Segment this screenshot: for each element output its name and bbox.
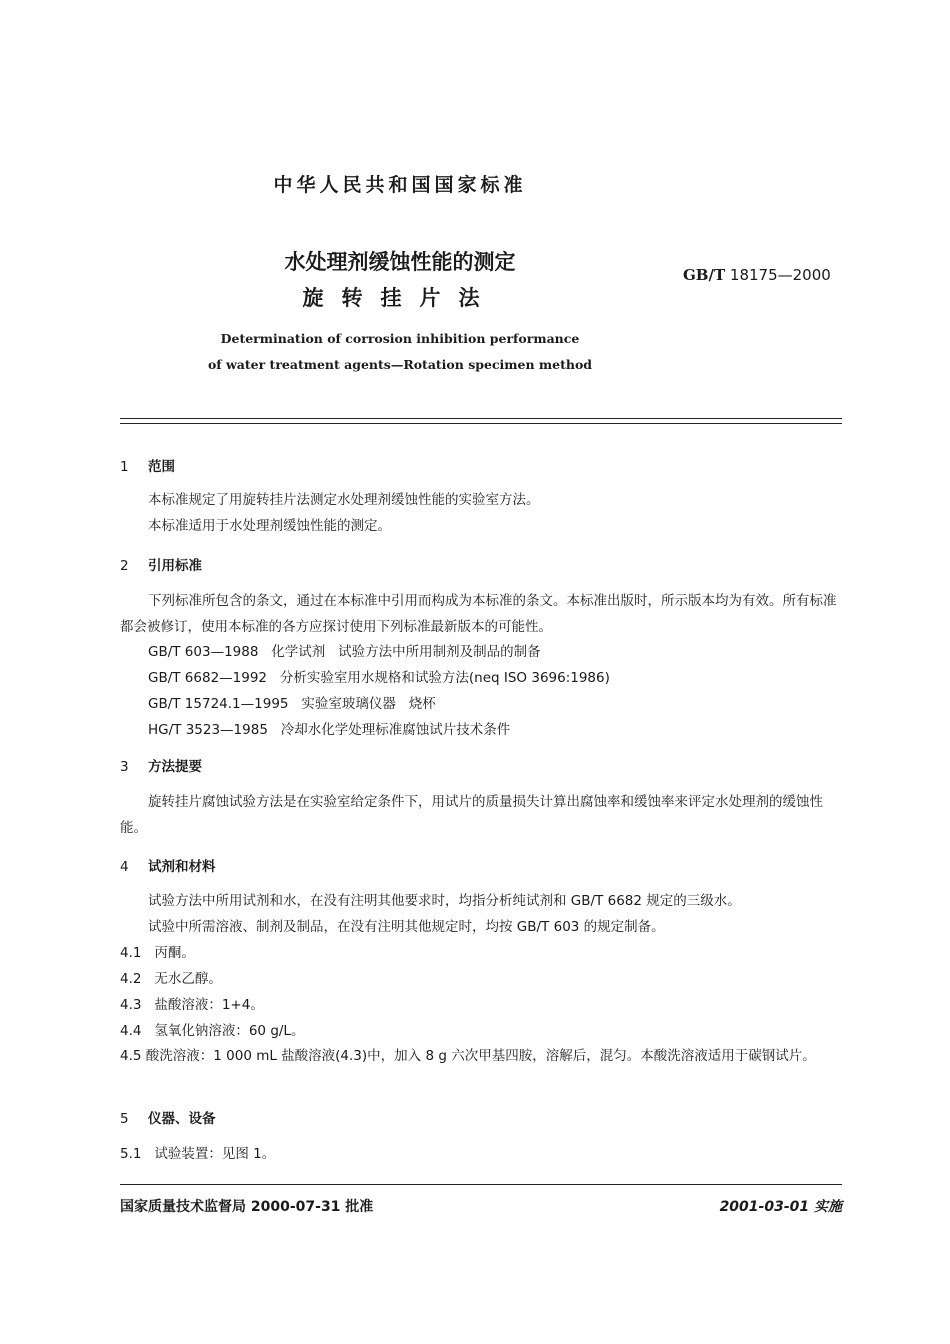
english-title-line1: Determination of corrosion inhibition performance xyxy=(220,331,580,346)
section-3-heading xyxy=(120,755,202,775)
document-title-line1: 水处理剂缓蚀性能的测定 xyxy=(284,250,516,274)
section-5-title: 仪器、设备 xyxy=(148,1111,216,1127)
section-3-paragraph-1: 旋转挂片腐蚀试验方法是在实验室给定条件下，用试片的质量损失计算出腐蚀率和缓蚀率来评定水处理剂的缓蚀性能。 xyxy=(120,794,823,836)
section-1-number: 1 xyxy=(120,459,129,475)
reference-item: HG/T 3523—1985 冷却水化学处理标准腐蚀试片技术条件 xyxy=(148,722,511,738)
standard-code-prefix: GB/T xyxy=(683,266,726,284)
clause-item: 4.1 丙酮。 xyxy=(120,945,195,961)
section-5-heading xyxy=(120,1107,216,1127)
clause-item-4-5: 4.5 酸洗溶液：1 000 mL 盐酸溶液(4.3)中，加入 8 g 六次甲基四胺，溶解后，混匀。本酸洗溶液适用于碳钢试片。 xyxy=(120,1048,816,1064)
section-1-title: 范围 xyxy=(148,459,175,475)
clause-item-5-1: 5.1 试验装置：见图 1。 xyxy=(120,1146,276,1162)
document-title-line2: 旋转挂片法 xyxy=(302,286,498,310)
standard-code-number: 18175—2000 xyxy=(729,266,831,284)
section-2-title: 引用标准 xyxy=(148,558,202,574)
approval-note: 国家质量技术监督局 2000-07-31 批准 xyxy=(120,1199,374,1215)
clause-item: 4.2 无水乙醇。 xyxy=(120,971,222,987)
english-title-line2: of water treatment agents—Rotation specimen method xyxy=(207,357,593,372)
reference-item: GB/T 603—1988 化学试剂 试验方法中所用制剂及制品的制备 xyxy=(148,644,541,660)
section-4-heading xyxy=(120,855,216,875)
clause-item: 4.4 氢氧化钠溶液：60 g/L。 xyxy=(120,1023,305,1039)
section-4-paragraph-1: 试验方法中所用试剂和水，在没有注明其他要求时，均指分析纯试剂和 GB/T 6682 规定的三级水。 xyxy=(148,893,741,909)
section-5-number: 5 xyxy=(120,1111,129,1127)
section-2-paragraph-1: 下列标准所包含的条文，通过在本标准中引用而构成为本标准的条文。本标准出版时，所示版本均为有效。所有标准都会被修订，使用本标准的各方应探讨使用下列标准最新版本的可能性。 xyxy=(120,593,837,635)
header-divider-top xyxy=(120,418,842,419)
standard-code xyxy=(683,266,831,284)
section-3-title: 方法提要 xyxy=(148,759,202,775)
clause-item: 4.3 盐酸溶液：1+4。 xyxy=(120,997,264,1013)
section-2-heading xyxy=(120,554,202,574)
section-1-paragraph-1: 本标准规定了用旋转挂片法测定水处理剂缓蚀性能的实验室方法。 xyxy=(148,492,540,508)
section-3-number: 3 xyxy=(120,759,129,775)
footer-divider xyxy=(120,1184,842,1185)
reference-item: GB/T 6682—1992 分析实验室用水规格和试验方法(neq ISO 3696:1986) xyxy=(148,670,610,686)
header-divider-bottom xyxy=(120,423,842,424)
effective-date: 2001-03-01 实施 xyxy=(719,1199,842,1215)
national-standard-heading: 中华人民共和国国家标准 xyxy=(273,174,527,196)
reference-item: GB/T 15724.1—1995 实验室玻璃仪器 烧杯 xyxy=(148,696,436,712)
section-4-paragraph-2: 试验中所需溶液、制剂及制品，在没有注明其他规定时，均按 GB/T 603 的规定制备。 xyxy=(148,919,665,935)
section-4-number: 4 xyxy=(120,859,129,875)
section-1-paragraph-2: 本标准适用于水处理剂缓蚀性能的测定。 xyxy=(148,518,391,534)
section-2-number: 2 xyxy=(120,558,129,574)
section-4-title: 试剂和材料 xyxy=(148,859,216,875)
section-1-heading xyxy=(120,455,175,475)
